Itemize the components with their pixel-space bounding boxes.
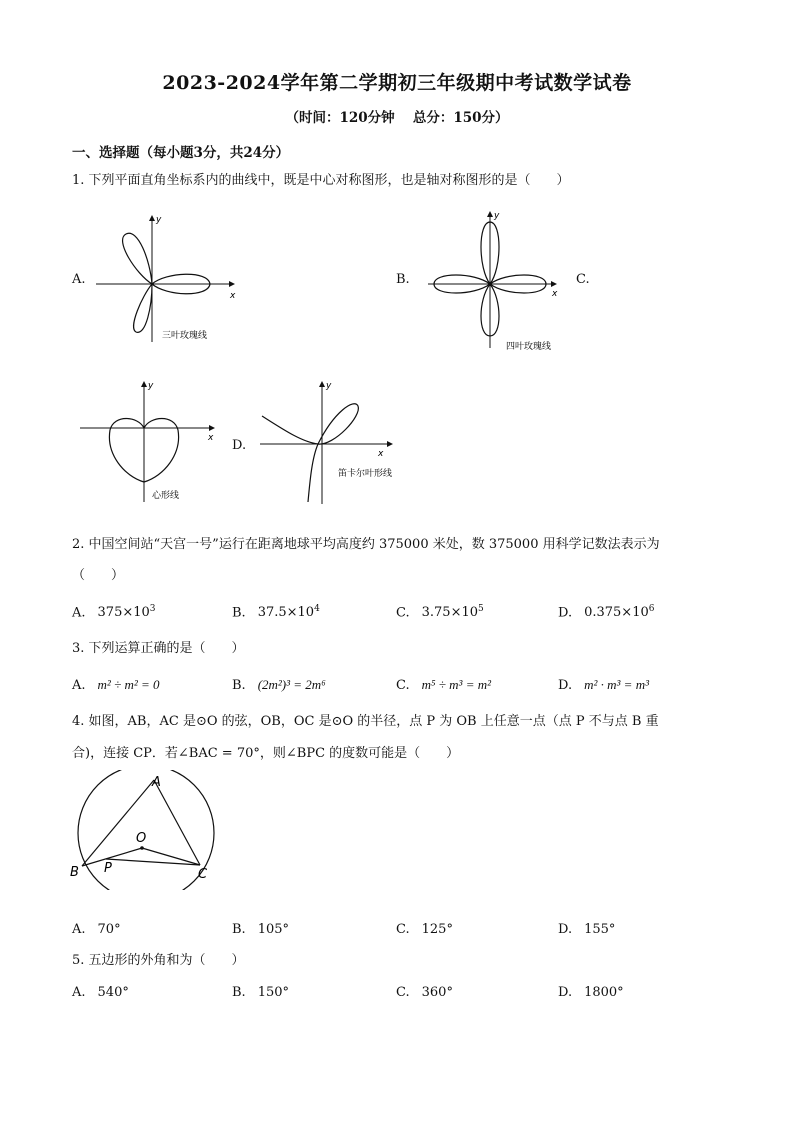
center-point	[140, 846, 144, 850]
chord-ab	[82, 780, 154, 866]
y-axis-label: y	[148, 381, 154, 391]
question-1-text: 1. 下列平面直角坐标系内的曲线中，既是中心对称图形，也是轴对称图形的是（ ）	[72, 173, 570, 188]
q2-option-d: D. $0.375\times 10^6$	[558, 604, 655, 621]
exam-title: 2023-2024学年第二学期初三年级期中考试数学试卷	[162, 72, 632, 94]
q5-option-d: D. 1800°	[558, 985, 624, 1000]
y-axis-label: y	[326, 381, 332, 391]
point-c-label: C	[198, 867, 208, 882]
q5-option-a: A. 540°	[72, 985, 129, 1000]
exam-subtitle: （时间：120分钟 总分：150分）	[285, 110, 509, 126]
question-4-text-line2: 合)，连接 CP．若∠BAC = 70°，则∠BPC 的度数可能是（ ）	[72, 746, 460, 761]
cardioid-figure	[76, 378, 226, 506]
q3-option-d: D. m² · m³ = m³	[558, 677, 649, 693]
x-axis-label: x	[378, 449, 384, 459]
circle-o	[78, 770, 214, 890]
segment-cp	[106, 859, 200, 865]
q2-option-c: C. $3.75\times 10^5$	[396, 604, 484, 621]
chord-ac	[154, 780, 200, 865]
x-axis-label: x	[552, 289, 558, 299]
point-p-label: P	[104, 861, 112, 876]
folium-caption: 笛卡尔叶形线	[338, 469, 393, 479]
cardioid-caption: 心形线	[152, 491, 180, 501]
q1-option-d-label: D.	[232, 438, 247, 453]
question-4-text-line1: 4. 如图，AB，AC 是⊙O 的弦，OB，OC 是⊙O 的半径，点 P 为 OB 上任意一点（点 P 不与点 B 重	[72, 714, 659, 729]
circle-chord-figure	[66, 770, 226, 890]
petal-upper	[123, 233, 152, 284]
q4-option-a: A. 70°	[72, 922, 121, 937]
q3-option-b: B. (2m²)³ = 2m⁶	[232, 677, 326, 693]
question-2-text-line2: （ ）	[72, 568, 125, 583]
x-axis-label: x	[208, 433, 214, 443]
folium-curve	[262, 404, 358, 502]
y-axis-label: y	[156, 215, 162, 225]
three-leaf-rose-caption: 三叶玫瑰线	[162, 331, 208, 341]
three-leaf-rose-figure	[86, 210, 246, 350]
folium-figure	[256, 376, 406, 508]
q5-option-b: B. 150°	[232, 985, 290, 1000]
y-axis-label: y	[494, 211, 500, 221]
question-3-text: 3. 下列运算正确的是（ ）	[72, 641, 245, 656]
radius-ob	[82, 848, 142, 866]
point-b-label: B	[70, 865, 79, 880]
point-a-label: A	[152, 775, 161, 790]
q1-option-b-label: B.	[396, 272, 410, 287]
q4-option-d: D. 155°	[558, 922, 616, 937]
q2-option-a: A. $375\times 10^3$	[72, 604, 156, 621]
question-2-text-line1: 2. 中国空间站“天宫一号”运行在距离地球平均高度约 375000 米处，数 375000 用科学记数法表示为	[72, 537, 660, 552]
q5-option-c: C. 360°	[396, 985, 453, 1000]
question-5-text: 5. 五边形的外角和为（ ）	[72, 953, 245, 968]
petal-lower	[134, 284, 152, 332]
q2-option-b: B. $37.5\times 10^4$	[232, 604, 320, 621]
point-o-label: O	[136, 831, 147, 846]
q3-option-a: A. m² ÷ m² = 0	[72, 677, 160, 693]
q4-option-b: B. 105°	[232, 922, 290, 937]
q1-option-c-label: C.	[576, 272, 590, 287]
four-leaf-rose-caption: 四叶玫瑰线	[506, 342, 552, 352]
q3-option-c: C. m⁵ ÷ m³ = m²	[396, 677, 492, 693]
four-leaf-rose-figure	[424, 208, 564, 358]
section-heading-choice: 一、选择题（每小题3分，共24分）	[72, 145, 290, 161]
x-axis-label: x	[230, 291, 236, 301]
q1-option-a-label: A.	[72, 272, 86, 287]
q4-option-c: C. 125°	[396, 922, 453, 937]
